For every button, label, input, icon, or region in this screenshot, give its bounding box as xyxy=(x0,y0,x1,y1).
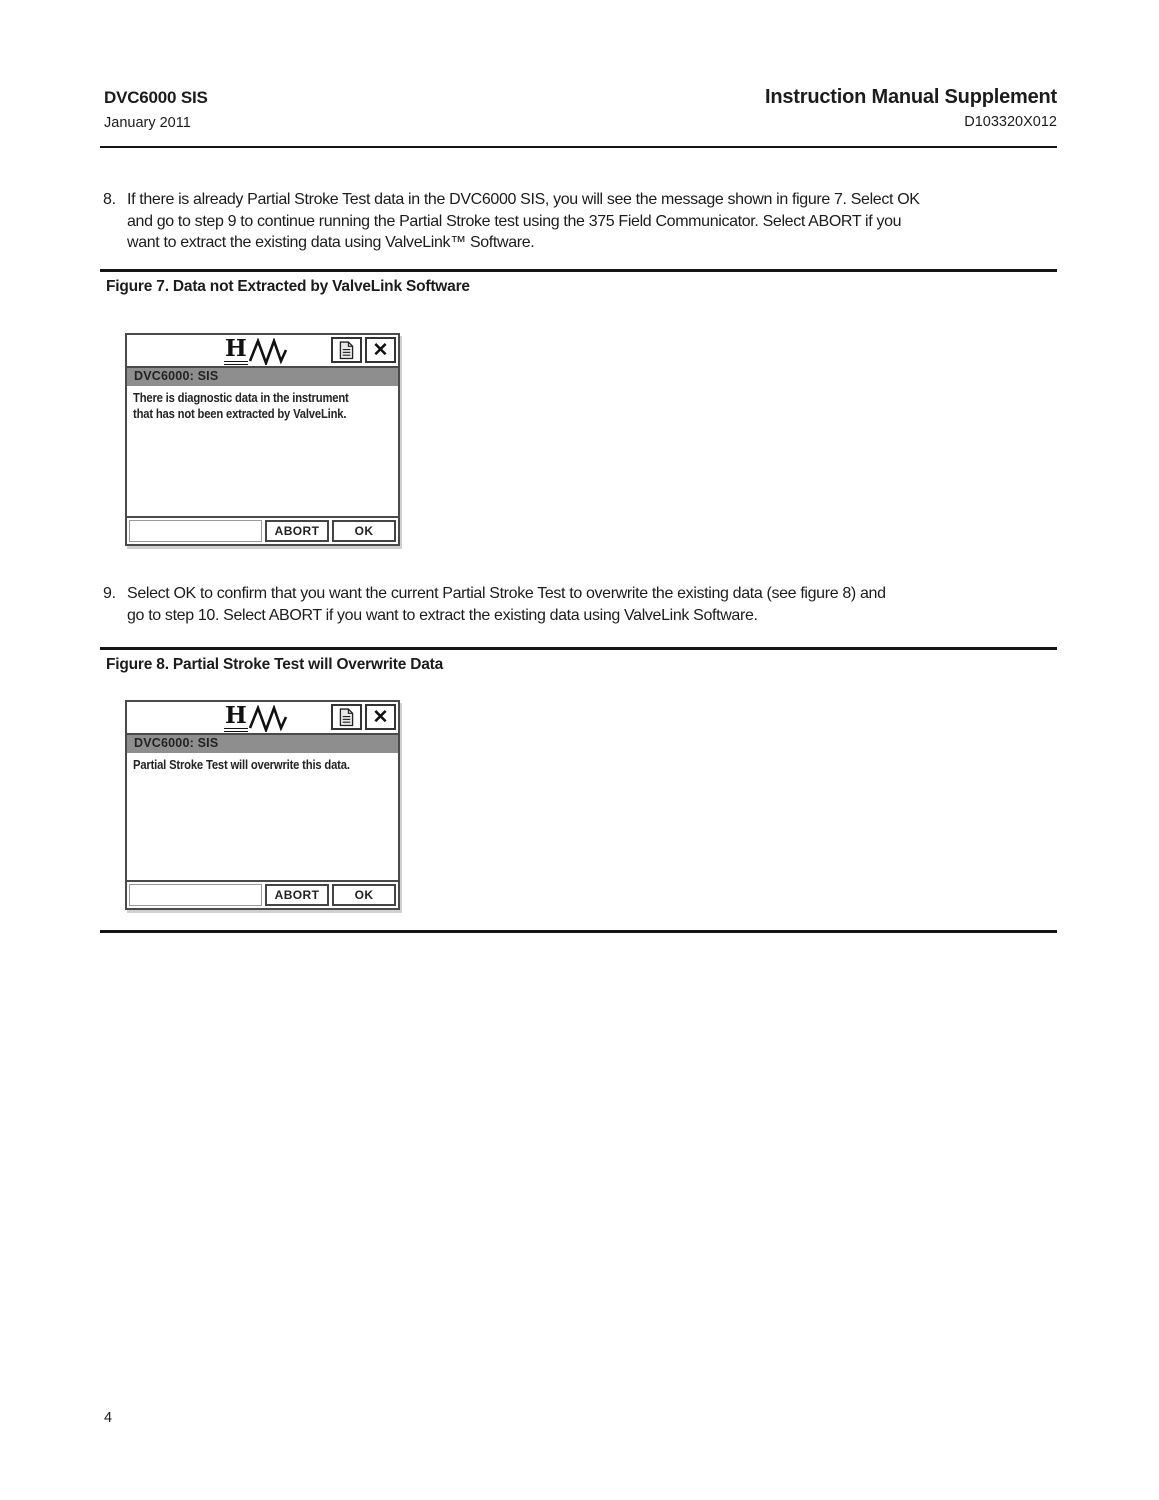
dialog-message-area xyxy=(127,386,398,516)
dialog-message-line: that has not been extracted by ValveLink. xyxy=(133,406,347,421)
figure7-caption: Figure 7. Data not Extracted by ValveLink Software xyxy=(106,278,470,295)
ok-button[interactable]: OK xyxy=(332,520,396,542)
step-9 xyxy=(103,583,1063,626)
header-left xyxy=(104,88,208,131)
document-date: January 2011 xyxy=(104,115,191,131)
abort-button[interactable]: ABORT xyxy=(265,520,329,542)
header-rule xyxy=(100,146,1057,148)
step-8-text xyxy=(127,189,1063,254)
ok-button[interactable]: OK xyxy=(332,884,396,906)
figure8-dialog-screenshot xyxy=(125,700,400,910)
close-button[interactable] xyxy=(365,704,396,730)
header-right xyxy=(765,86,1057,130)
dialog-button-row xyxy=(127,516,398,544)
document-button[interactable] xyxy=(331,704,362,730)
dialog-message-line: Partial Stroke Test will overwrite this data. xyxy=(133,758,350,772)
dialog-top-bar xyxy=(127,702,398,733)
dialog-topbar-buttons xyxy=(331,704,396,730)
document-title: DVC6000 SIS xyxy=(104,88,208,107)
dialog-button-row xyxy=(127,880,398,908)
dialog-title-bar: DVC6000: SIS xyxy=(127,733,398,753)
document-button[interactable] xyxy=(331,337,362,363)
hart-waveform-icon xyxy=(249,705,289,732)
hart-logo-letter: H xyxy=(224,337,248,365)
step-8-line: and go to step 9 to continue running the Partial Stroke test using the 375 Field Communicator. Select ABORT if you xyxy=(127,212,902,230)
figure8-bottom-rule xyxy=(100,930,1057,933)
document-icon xyxy=(339,708,354,727)
close-button[interactable] xyxy=(365,337,396,363)
dialog-title-bar: DVC6000: SIS xyxy=(127,366,398,386)
hart-logo-icon xyxy=(224,337,289,365)
close-icon: ✕ xyxy=(372,339,389,361)
step-9-text xyxy=(127,583,1063,626)
abort-button[interactable]: ABORT xyxy=(265,884,329,906)
hart-logo-icon xyxy=(224,704,289,732)
page-number: 4 xyxy=(104,1410,113,1426)
step-8-line: If there is already Partial Stroke Test data in the DVC6000 SIS, you will see the message shown in figure 7. Select OK xyxy=(127,191,920,208)
step-9-line: go to step 10. Select ABORT if you want to extract the existing data using ValveLink Software. xyxy=(127,606,758,624)
button-row-spacer xyxy=(129,520,262,542)
dialog-message-area xyxy=(127,753,398,880)
document-icon xyxy=(339,341,354,360)
dialog-message-line: There is diagnostic data in the instrument xyxy=(133,391,349,405)
figure8-top-rule xyxy=(100,647,1057,650)
hart-logo-letter: H xyxy=(224,704,248,732)
step-9-line: Select OK to confirm that you want the current Partial Stroke Test to overwrite the existing data (see figure 8) and xyxy=(127,585,886,602)
figure7-top-rule xyxy=(100,269,1057,272)
step-8-line: want to extract the existing data using ValveLink™ Software. xyxy=(127,234,535,251)
step-9-number: 9. xyxy=(103,585,116,602)
step-8-number: 8. xyxy=(103,191,116,208)
close-icon: ✕ xyxy=(372,706,389,728)
dialog-topbar-buttons xyxy=(331,337,396,363)
button-row-spacer xyxy=(129,884,262,906)
figure8-caption: Figure 8. Partial Stroke Test will Overwrite Data xyxy=(106,656,444,673)
figure7-dialog-screenshot xyxy=(125,333,400,546)
dialog-top-bar xyxy=(127,335,398,366)
hart-waveform-icon xyxy=(249,338,289,365)
supplement-title: Instruction Manual Supplement xyxy=(765,86,1057,108)
document-number: D103320X012 xyxy=(964,114,1057,130)
step-8 xyxy=(103,189,1063,254)
